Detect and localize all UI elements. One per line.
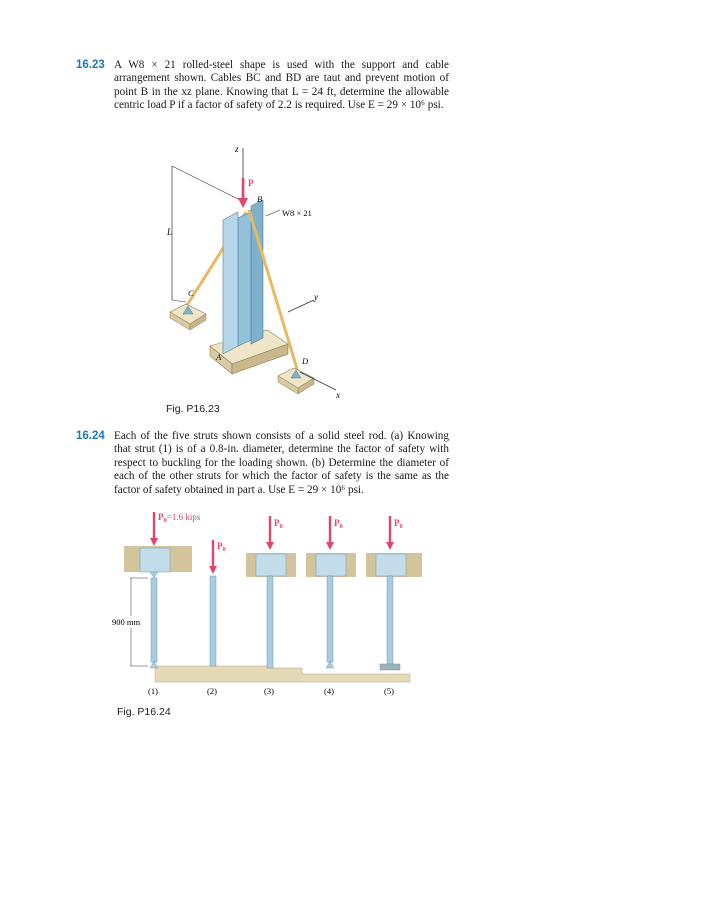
dimension-label-900mm: 900 mm: [112, 617, 141, 627]
y-axis-label: y: [314, 292, 318, 302]
problem-text: A W8 × 21 rolled-steel shape is used with the support and cable arrangement shown. Cables BC and BD are taut and prevent motion of point B in the xz plane. Knowing that L = 24 ft, determine the allowable centric load P if a factor of safety of 2.2 is required. Use E = 29 × 10⁶ psi.: [114, 59, 449, 112]
strut-label-1: (1): [148, 686, 158, 696]
w-shape-web: [238, 212, 251, 346]
dimension-label-L: L: [167, 227, 173, 237]
z-axis-label: z: [235, 144, 239, 154]
strut-2: [210, 576, 216, 666]
strut-label-2: (2): [207, 686, 217, 696]
point-b-label: B: [257, 194, 263, 204]
strut-1: [124, 546, 192, 668]
load-label-4: $P_0$: [334, 518, 343, 530]
load-label-2: $P_0$: [217, 541, 226, 553]
load-arrow-5: [386, 516, 394, 550]
problem-number: 16.23: [76, 59, 105, 71]
load-label-3: $P_0$: [274, 518, 283, 530]
load-label-1: $P_0=1.6$ kips: [158, 512, 201, 524]
figure-p16-23: [150, 140, 370, 402]
problem-number: 16.24: [76, 430, 105, 442]
figure-p16-24: [110, 506, 430, 706]
load-label-5: $P_0$: [394, 518, 403, 530]
load-arrow-3: [266, 516, 274, 550]
shape-label: W8 × 21: [282, 208, 312, 218]
strut-label-4: (4): [324, 686, 334, 696]
point-c-label: C: [188, 288, 194, 298]
strut-3: [246, 553, 296, 668]
problem-text: Each of the five struts shown consists of a solid steel rod. (a) Knowing that strut (1) is of a 0.8-in. diameter, determine the factor of safety with respect to buckling for the loading shown. (b) Determine the diameter of each of the other struts for which the factor of safety is the same as the factor of safety obtained in part a. Use E = 29 × 10⁶ psi.: [114, 430, 449, 496]
load-p-label: P: [248, 178, 254, 188]
x-axis-label: x: [336, 390, 340, 400]
problem-16-24: [76, 430, 449, 497]
problem-16-23: [76, 59, 449, 113]
load-arrow-2: [209, 540, 217, 574]
load-arrow-1: [150, 512, 158, 546]
strut-4: [306, 553, 356, 668]
strut-label-3: (3): [264, 686, 274, 696]
ground-base: [155, 666, 410, 682]
figure-caption-p16-23: Fig. P16.23: [166, 403, 220, 415]
strut-label-5: (5): [384, 686, 394, 696]
y-axis: [288, 300, 314, 312]
strut-5: [366, 553, 422, 670]
load-arrow-4: [326, 516, 334, 550]
point-a-label: A: [216, 352, 222, 362]
point-d-label: D: [302, 356, 309, 366]
figure-caption-p16-24: Fig. P16.24: [117, 706, 171, 718]
w-shape-flange-front: [223, 212, 238, 354]
